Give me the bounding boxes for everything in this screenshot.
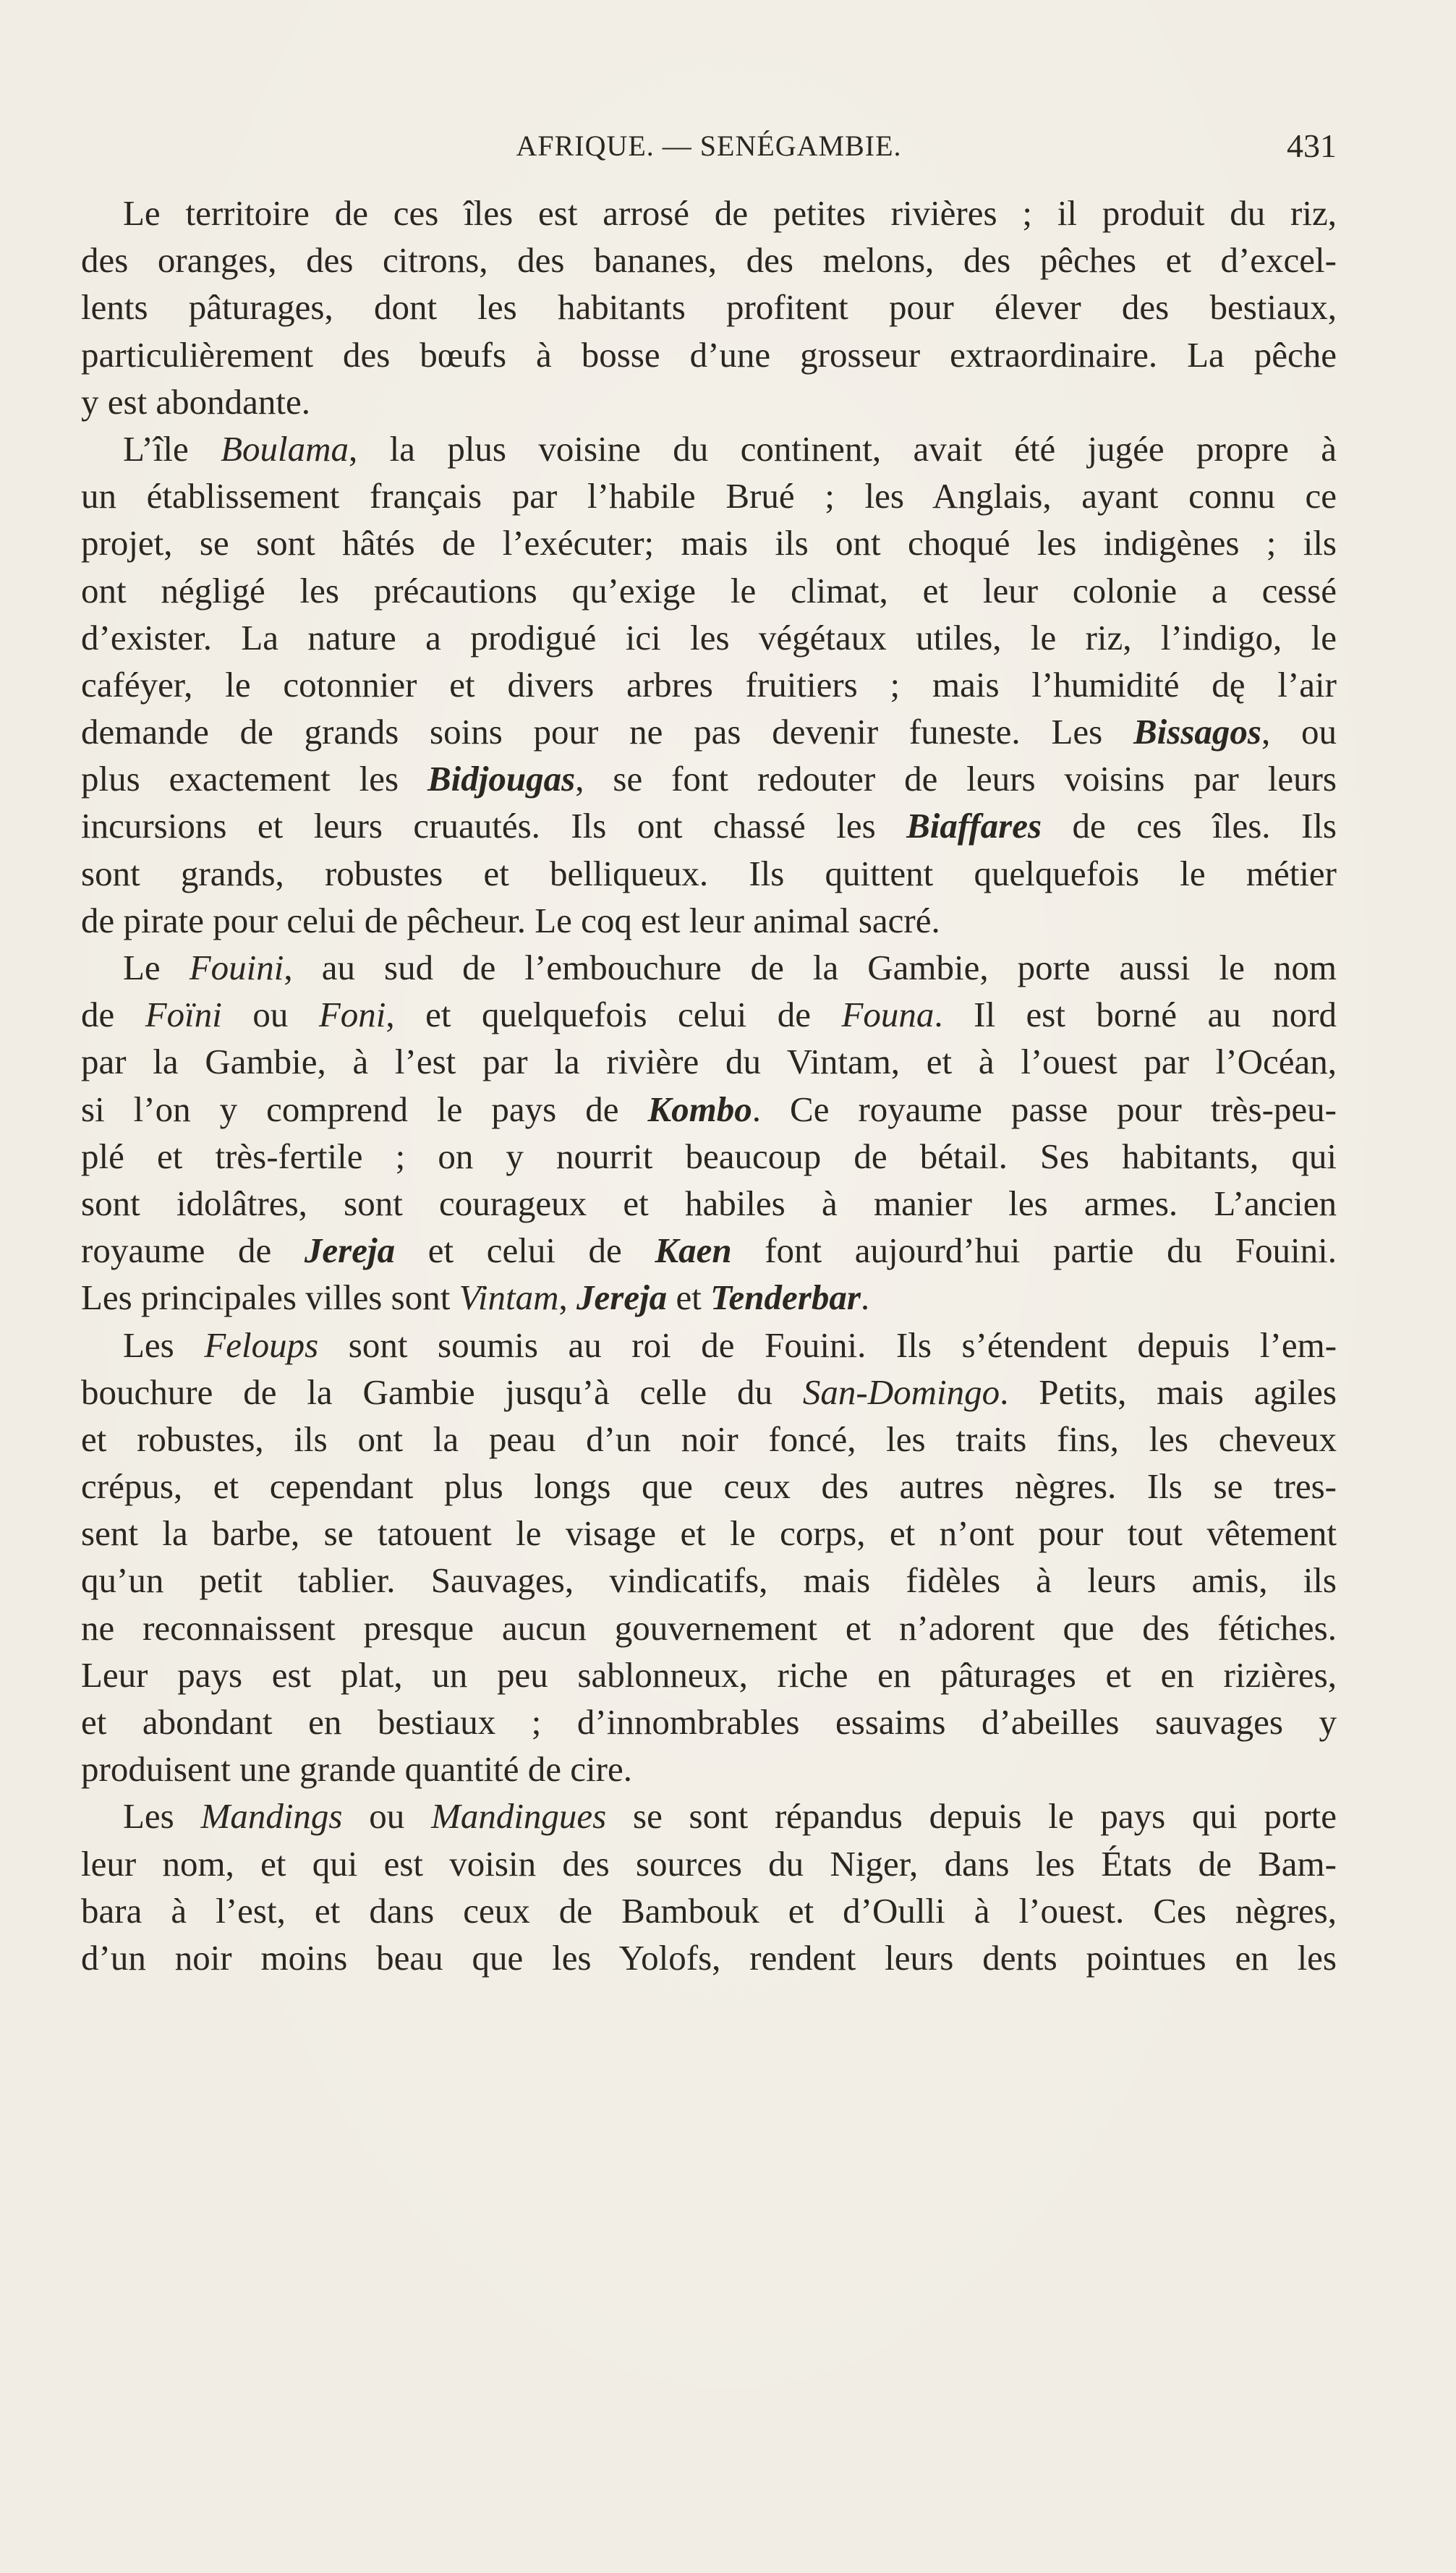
text-run: si l’on y comprend le pays de: [81, 1089, 648, 1129]
text-run: ont négligé les précautions qu’exige le climat, et leur colonie a cessé: [81, 570, 1337, 611]
text-line: [81, 1792, 1337, 1840]
text-run: par la Gambie, à l’est par la rivière du Vintam, et à l’ouest par l’Océan,: [81, 1042, 1337, 1082]
text-run: de pirate pour celui de pêcheur. Le coq est leur animal sacré.: [81, 900, 940, 940]
text-run: Le: [123, 948, 190, 987]
page-number: 431: [1287, 127, 1337, 164]
italic-term: Biaffares: [906, 806, 1042, 846]
text-line: [81, 425, 1337, 472]
italic-term: Jereja: [304, 1230, 396, 1271]
text-run: sont idolâtres, sont courageux et habiles à manier les armes. L’ancien: [81, 1183, 1337, 1223]
text-run: , se font redouter de leurs voisins par leurs: [575, 759, 1337, 799]
text-run: bouchure de la Gambie jusqu’à celle du: [81, 1371, 803, 1412]
text-run: . Petits, mais agiles: [1000, 1371, 1337, 1412]
italic-term: Jereja: [576, 1277, 668, 1318]
text-line: [81, 1416, 1337, 1463]
text-line: [81, 1038, 1337, 1085]
text-line: [81, 1227, 1337, 1274]
text-line: [81, 1840, 1337, 1887]
text-run: qu’un petit tablier. Sauvages, vindicatifs, mais fidèles à leurs amis, ils: [81, 1560, 1337, 1601]
text-run: et: [667, 1277, 711, 1318]
italic-term: Foni: [318, 995, 386, 1035]
text-run: , la plus voisine du continent, avait été jugée propre à: [349, 428, 1337, 469]
text-run: bara à l’est, et dans ceux de Bambouk et d’Oulli à l’ouest. Ces nègres,: [81, 1890, 1337, 1931]
text-line: [81, 991, 1337, 1038]
italic-term: Bidjougas: [427, 759, 576, 799]
italic-term: Vintam: [459, 1277, 559, 1318]
text-line: [81, 897, 1337, 944]
text-run: ,: [558, 1277, 576, 1318]
text-line: [81, 1651, 1337, 1698]
text-run: leur nom, et qui est voisin des sources du Niger, dans les États de Bam-: [81, 1843, 1337, 1884]
text-line: [81, 567, 1337, 614]
text-run: sont soumis au roi de Fouini. Ils s’étendent depuis l’em-: [318, 1324, 1337, 1365]
text-line: [81, 1604, 1337, 1651]
text-line: [81, 755, 1337, 802]
text-run: Les: [123, 1796, 201, 1837]
italic-term: Foïni: [145, 995, 222, 1035]
text-run: un établissement français par l’habile Brué ; les Anglais, ayant connu ce: [81, 476, 1337, 516]
text-run: de: [81, 995, 145, 1035]
text-line: [81, 1322, 1337, 1369]
text-run: d’un noir moins beau que les Yolofs, rendent leurs dents pointues en les: [81, 1937, 1337, 1978]
text-line: [81, 472, 1337, 519]
text-run: se sont répandus depuis le pays qui porte: [606, 1796, 1337, 1837]
text-line: [81, 1557, 1337, 1604]
italic-term: Boulama: [221, 428, 349, 469]
italic-term: Mandings: [200, 1796, 343, 1837]
text-run: Le territoire de ces îles est arrosé de petites rivières ; il produit du riz,: [123, 193, 1337, 233]
text-line: [81, 1510, 1337, 1557]
text-line: [81, 1180, 1337, 1227]
text-run: , et quelquefois celui de: [386, 995, 842, 1035]
text-line: [81, 850, 1337, 897]
text-line: [81, 519, 1337, 566]
italic-term: Feloups: [204, 1324, 319, 1365]
text-line: [81, 661, 1337, 708]
text-run: ou: [342, 1796, 431, 1837]
text-run: sent la barbe, se tatouent le visage et le corps, et n’ont pour tout vêtement: [81, 1513, 1337, 1554]
text-run: , ou: [1261, 712, 1337, 752]
italic-term: Kombo: [647, 1089, 752, 1129]
text-line: [81, 1086, 1337, 1133]
text-line: [81, 237, 1337, 284]
italic-term: Mandingues: [431, 1796, 607, 1837]
text-run: royaume de: [81, 1230, 305, 1271]
text-run: plus exactement les: [81, 759, 427, 799]
text-run: particulièrement des bœufs à bosse d’une grosseur extraordinaire. La pêche: [81, 334, 1337, 375]
italic-term: Kaen: [655, 1230, 732, 1271]
text-run: projet, se sont hâtés de l’exécuter; mais ils ont choqué les indigènes ; ils: [81, 523, 1337, 563]
italic-term: San-Domingo: [802, 1371, 1000, 1412]
text-line: [81, 1934, 1337, 1981]
text-run: . Il est borné au nord: [934, 995, 1337, 1035]
text-run: caféyer, le cotonnier et divers arbres fruitiers ; mais l’humidité dę l’air: [81, 664, 1337, 705]
text-line: [81, 284, 1337, 331]
text-run: ne reconnaissent presque aucun gouvernement et n’adorent que des fétiches.: [81, 1607, 1337, 1648]
text-run: lents pâturages, dont les habitants profitent pour élever des bestiaux,: [81, 287, 1337, 328]
text-line: [81, 1698, 1337, 1745]
text-run: de ces îles. Ils: [1042, 806, 1337, 846]
text-run: des oranges, des citrons, des bananes, des melons, des pêches et d’excel-: [81, 240, 1337, 281]
text-line: [81, 190, 1337, 237]
text-run: et abondant en bestiaux ; d’innombrables essaims d’abeilles sauvages y: [81, 1702, 1337, 1742]
text-run: y est abondante.: [81, 381, 311, 422]
text-line: [81, 1133, 1337, 1180]
italic-term: Bissagos: [1133, 712, 1261, 752]
text-run: demande de grands soins pour ne pas devenir funeste. Les: [81, 712, 1133, 752]
text-run: Les: [123, 1324, 205, 1365]
text-run: produisent une grande quantité de cire.: [81, 1749, 632, 1790]
text-run: ou: [221, 995, 319, 1035]
text-line: [81, 802, 1337, 849]
text-run: crépus, et cependant plus longs que ceux des autres nègres. Ils se tres-: [81, 1466, 1337, 1507]
italic-term: Tenderbar: [710, 1277, 861, 1318]
italic-term: Fouini: [189, 948, 284, 987]
text-line: [81, 1745, 1337, 1792]
text-line: [81, 614, 1337, 661]
text-run: , au sud de l’embouchure de la Gambie, porte aussi le nom: [284, 948, 1337, 987]
body-text: [81, 190, 1337, 1981]
text-run: sont grands, robustes et belliqueux. Ils quittent quelquefois le métier: [81, 853, 1337, 893]
text-line: [81, 708, 1337, 755]
text-line: [81, 1369, 1337, 1416]
text-line: [81, 1463, 1337, 1510]
text-line: [81, 331, 1337, 378]
text-run: L’île: [123, 428, 221, 469]
text-run: plé et très-fertile ; on y nourrit beaucoup de bétail. Ses habitants, qui: [81, 1136, 1337, 1176]
text-run: . Ce royaume passe pour très-peu-: [752, 1089, 1337, 1129]
italic-term: Founa: [841, 995, 935, 1035]
text-run: d’exister. La nature a prodigué ici les végétaux utiles, le riz, l’indigo, le: [81, 617, 1337, 658]
text-run: Les principales villes sont: [81, 1277, 459, 1318]
text-line: [81, 1887, 1337, 1934]
text-run: incursions et leurs cruautés. Ils ont chassé les: [81, 806, 907, 846]
text-line: [81, 944, 1337, 991]
text-run: font aujourd’hui partie du Fouini.: [731, 1230, 1337, 1271]
text-run: Leur pays est plat, un peu sablonneux, riche en pâturages et en rizières,: [81, 1654, 1337, 1695]
text-run: et celui de: [395, 1230, 655, 1271]
text-run: .: [860, 1277, 870, 1318]
text-line: [81, 1274, 1337, 1321]
text-line: [81, 378, 1337, 425]
running-head: [81, 124, 1337, 168]
text-run: et robustes, ils ont la peau d’un noir foncé, les traits fins, les cheveux: [81, 1419, 1337, 1459]
running-title: AFRIQUE. — SENÉGAMBIE.: [516, 129, 902, 162]
